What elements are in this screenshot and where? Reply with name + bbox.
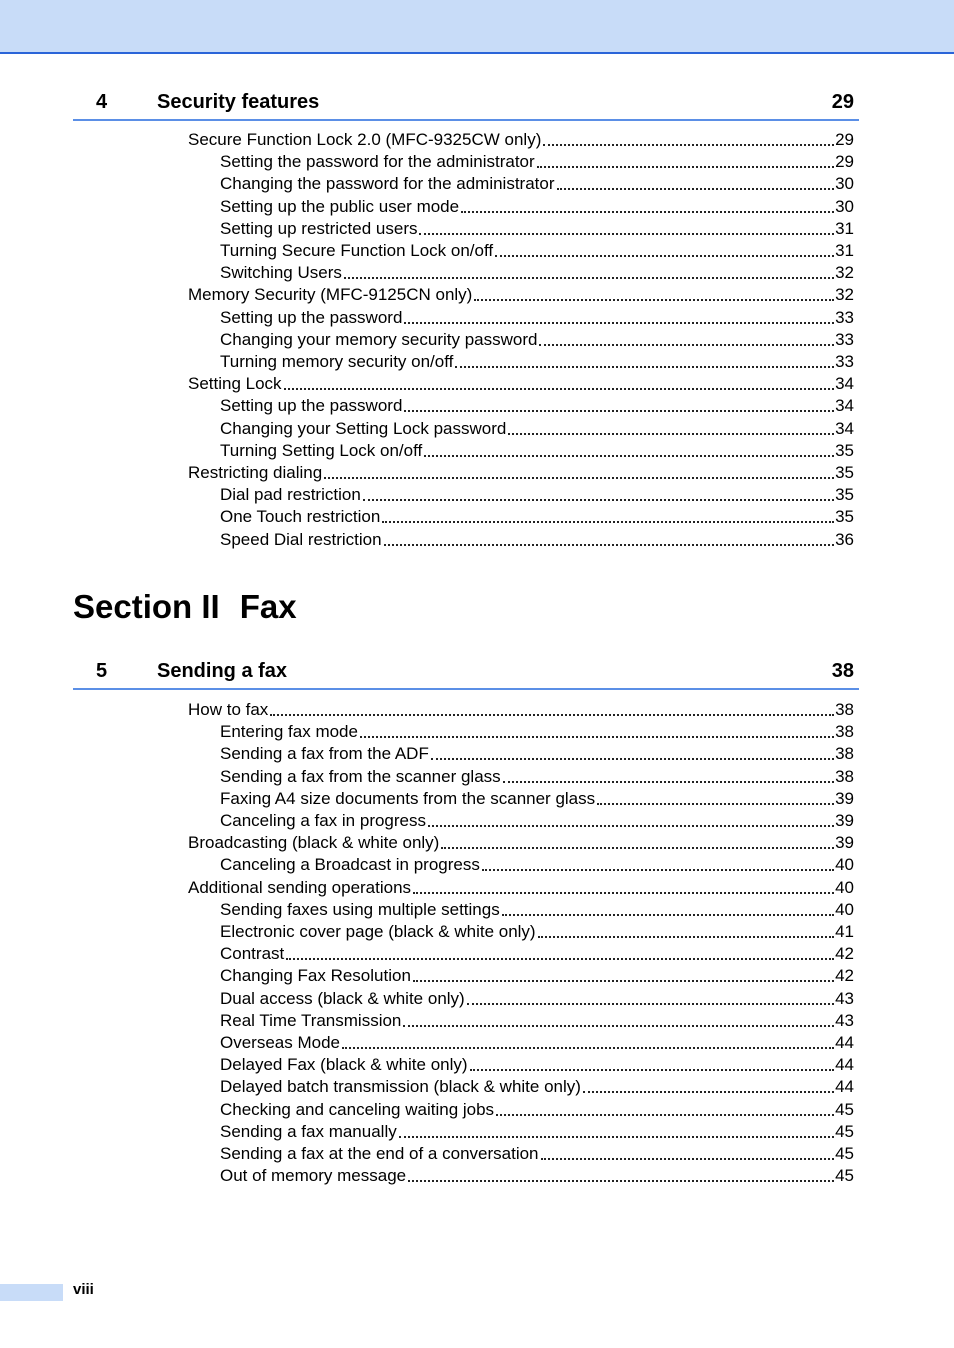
toc-entry-page: 29 (835, 152, 854, 172)
toc-entry-title: Setting the password for the administrator (220, 152, 535, 172)
toc-entry[interactable] (220, 854, 854, 876)
section-label: Section II (73, 588, 220, 625)
dot-leader (270, 714, 834, 716)
dot-leader (467, 1003, 834, 1005)
toc-entry-title: How to fax (188, 700, 269, 719)
toc-entry[interactable] (220, 965, 854, 987)
toc-entry[interactable] (220, 240, 854, 262)
toc-entry[interactable] (220, 351, 854, 373)
section-heading (73, 588, 297, 626)
toc-entry-title: Setting up the public user mode (220, 196, 460, 216)
toc-entry-page: 33 (835, 329, 854, 349)
toc-entry-title: Changing Fax Resolution (220, 966, 411, 986)
toc-entry[interactable] (220, 196, 854, 218)
toc-entry[interactable] (220, 921, 854, 943)
toc-entry[interactable] (220, 810, 854, 832)
dot-leader (324, 477, 834, 479)
toc-entry-title: Setting up restricted users (220, 218, 418, 238)
toc-entry-title: Electronic cover page (black & white only) (220, 922, 536, 941)
dot-leader (461, 211, 834, 213)
toc-entry-page: 34 (835, 374, 854, 394)
toc-entry[interactable] (220, 1099, 854, 1121)
toc-entry-page: 45 (835, 1099, 854, 1119)
toc-entry[interactable] (220, 788, 854, 810)
page-header-bar (0, 0, 954, 54)
toc-entry-page: 41 (835, 922, 854, 941)
toc-entry-page: 38 (835, 766, 854, 786)
toc-entry-title: Speed Dial restriction (220, 529, 382, 549)
toc-entry-page: 39 (835, 788, 854, 808)
toc-entry-page: 32 (835, 285, 854, 305)
toc-entry[interactable] (220, 943, 854, 965)
toc-entry[interactable] (188, 373, 854, 395)
toc-entry-page: 42 (835, 944, 854, 964)
dot-leader (404, 410, 834, 412)
toc-entry-title: Memory Security (MFC-9125CN only) (188, 285, 473, 305)
toc-entry-title: Sending faxes using multiple settings (220, 899, 500, 919)
toc-entry[interactable] (220, 395, 854, 417)
dot-leader (424, 455, 834, 457)
toc-entry-page: 29 (835, 130, 854, 149)
toc-entry-title: Checking and canceling waiting jobs (220, 1099, 495, 1119)
dot-leader (403, 1025, 834, 1027)
toc-entry[interactable] (188, 832, 854, 854)
toc-entry-page: 33 (835, 352, 854, 371)
chapter-title: Security features (157, 91, 320, 113)
dot-leader (470, 1069, 835, 1071)
dot-leader (482, 869, 834, 871)
dot-leader (384, 544, 835, 546)
toc-entry-title: Secure Function Lock 2.0 (MFC-9325CW only) (188, 130, 542, 149)
toc-entry-page: 31 (835, 241, 854, 260)
toc-entry-page: 30 (835, 196, 854, 216)
toc-entry-title: Turning Setting Lock on/off (220, 440, 423, 460)
toc-entry-page: 35 (835, 485, 854, 505)
dot-leader (557, 188, 835, 190)
dot-leader (419, 233, 834, 235)
toc-entry-title: Canceling a fax in progress (220, 811, 427, 830)
toc-entry-title: Sending a fax at the end of a conversation (220, 1144, 539, 1163)
section-name: Fax (239, 588, 297, 625)
dot-leader (344, 277, 834, 279)
chapter-number: 5 (96, 660, 108, 682)
dot-leader (413, 892, 834, 894)
toc-entry-title: Faxing A4 size documents from the scanner glass (220, 788, 596, 808)
toc-entry-title: Setting Lock (188, 374, 282, 394)
toc-entry[interactable] (220, 1010, 854, 1032)
toc-entry-page: 38 (835, 700, 854, 719)
dot-leader (431, 758, 834, 760)
dot-leader (539, 344, 834, 346)
toc-entry-title: Broadcasting (black & white only) (188, 833, 440, 853)
toc-entry-page: 35 (835, 440, 854, 460)
toc-entry-page: 44 (835, 1033, 854, 1052)
toc-entry-page: 32 (835, 263, 854, 283)
toc-entry-page: 45 (835, 1166, 854, 1186)
dot-leader (360, 736, 834, 738)
toc-entry[interactable] (220, 743, 854, 765)
dot-leader (413, 980, 834, 982)
toc-entry-title: Delayed batch transmission (black & white only) (220, 1077, 581, 1097)
toc-entry[interactable] (220, 307, 854, 329)
toc-entry-page: 34 (835, 396, 854, 416)
toc-entry-title: Changing your Setting Lock password (220, 418, 507, 438)
dot-leader (541, 1158, 835, 1160)
chapter-heading (73, 656, 859, 690)
toc-entry[interactable] (220, 529, 854, 551)
dot-leader (382, 521, 834, 523)
toc-entry[interactable] (188, 877, 854, 899)
toc-entry[interactable] (220, 1032, 854, 1054)
toc-entry[interactable] (220, 1076, 854, 1098)
toc-entry-title: Sending a fax from the scanner glass (220, 766, 501, 786)
toc-entry[interactable] (188, 699, 854, 721)
toc-entry-title: Turning memory security on/off (220, 352, 454, 371)
dot-leader (502, 914, 834, 916)
toc-entry-page: 35 (835, 507, 854, 527)
toc-entry-title: Changing the password for the administrator (220, 174, 555, 194)
dot-leader (342, 1047, 834, 1049)
chapter-title: Sending a fax (157, 660, 288, 682)
toc-entry[interactable] (220, 484, 854, 506)
toc-entry-page: 42 (835, 966, 854, 986)
toc-entry-page: 43 (835, 988, 854, 1008)
toc-entry[interactable] (220, 1121, 854, 1143)
toc-entry-title: Additional sending operations (188, 877, 412, 897)
dot-leader (284, 388, 835, 390)
dot-leader (363, 499, 834, 501)
toc-entry-page: 38 (835, 744, 854, 764)
toc-entry[interactable] (220, 988, 854, 1010)
toc-entry-title: Setting up the password (220, 307, 403, 327)
toc-entry-title: Setting up the password (220, 396, 403, 416)
toc-entry[interactable] (220, 766, 854, 788)
toc-entry-page: 38 (835, 722, 854, 742)
dot-leader (597, 803, 834, 805)
toc-entry[interactable] (220, 173, 854, 195)
toc-entry[interactable] (220, 899, 854, 921)
toc-entry-title: Canceling a Broadcast in progress (220, 855, 480, 875)
toc-entry-title: Restricting dialing (188, 463, 323, 482)
toc-entry-title: Dual access (black & white only) (220, 988, 465, 1008)
toc-entry-title: Changing your memory security password (220, 329, 538, 349)
toc-entry-page: 36 (835, 529, 854, 549)
toc-entry-page: 33 (835, 307, 854, 327)
toc-entry-page: 39 (835, 833, 854, 853)
toc-entry-page: 44 (835, 1077, 854, 1097)
toc-entry-title: Delayed Fax (black & white only) (220, 1055, 468, 1075)
toc-entry-page: 40 (835, 877, 854, 897)
toc-entry-title: Turning Secure Function Lock on/off (220, 241, 494, 260)
toc-entry[interactable] (220, 329, 854, 351)
toc-entry[interactable] (188, 462, 854, 484)
toc-entry[interactable] (220, 721, 854, 743)
toc-entry-page: 34 (835, 418, 854, 438)
toc-entry-title: Dial pad restriction (220, 485, 361, 505)
toc-entry-title: Overseas Mode (220, 1033, 340, 1052)
toc-entry-page: 40 (835, 855, 854, 875)
chapter-heading (73, 87, 859, 121)
chapter-number: 4 (96, 91, 108, 113)
dot-leader (495, 255, 834, 257)
toc-entry-page: 45 (835, 1144, 854, 1163)
toc-entry[interactable] (220, 1143, 854, 1165)
dot-leader (538, 936, 834, 938)
toc-entry-page: 43 (835, 1010, 854, 1030)
dot-leader (508, 433, 834, 435)
toc-entry-page: 30 (835, 174, 854, 194)
dot-leader (455, 366, 834, 368)
toc-entry[interactable] (188, 284, 854, 306)
dot-leader (286, 958, 834, 960)
toc-entry[interactable] (220, 1054, 854, 1076)
dot-leader (474, 299, 834, 301)
toc-entry[interactable] (220, 218, 854, 240)
toc-entry[interactable] (220, 151, 854, 173)
toc-entry-title: Switching Users (220, 263, 342, 283)
toc-entry[interactable] (220, 506, 854, 528)
toc-entry-page: 40 (835, 899, 854, 919)
dot-leader (408, 1180, 834, 1182)
toc-entry-title: One Touch restriction (220, 507, 381, 527)
toc-entry-title: Sending a fax from the ADF (220, 744, 429, 764)
dot-leader (441, 847, 834, 849)
dot-leader (503, 781, 834, 783)
toc-entry[interactable] (188, 129, 854, 151)
toc-entry-title: Real Time Transmission (220, 1010, 402, 1030)
dot-leader (583, 1091, 834, 1093)
dot-leader (428, 825, 834, 827)
footer-page-number: viii (73, 1281, 94, 1298)
dot-leader (399, 1136, 834, 1138)
toc-entry-page: 45 (835, 1121, 854, 1141)
footer-tab (0, 1284, 63, 1301)
dot-leader (496, 1114, 834, 1116)
toc-entry[interactable] (220, 418, 854, 440)
toc-entry[interactable] (220, 262, 854, 284)
dot-leader (537, 166, 834, 168)
dot-leader (543, 144, 834, 146)
toc-entry-page: 31 (835, 218, 854, 238)
chapter-page: 38 (831, 660, 854, 682)
toc-entry[interactable] (220, 440, 854, 462)
toc-entry-page: 35 (835, 463, 854, 482)
toc-entry-title: Entering fax mode (220, 722, 358, 742)
toc-entry-page: 39 (835, 811, 854, 830)
toc-entry[interactable] (220, 1165, 854, 1187)
toc-entry-page: 44 (835, 1055, 854, 1075)
dot-leader (404, 322, 834, 324)
toc-entry-title: Sending a fax manually (220, 1121, 397, 1141)
toc-entry-title: Contrast (220, 944, 285, 964)
toc-entry-title: Out of memory message (220, 1166, 407, 1186)
chapter-page: 29 (831, 91, 854, 113)
